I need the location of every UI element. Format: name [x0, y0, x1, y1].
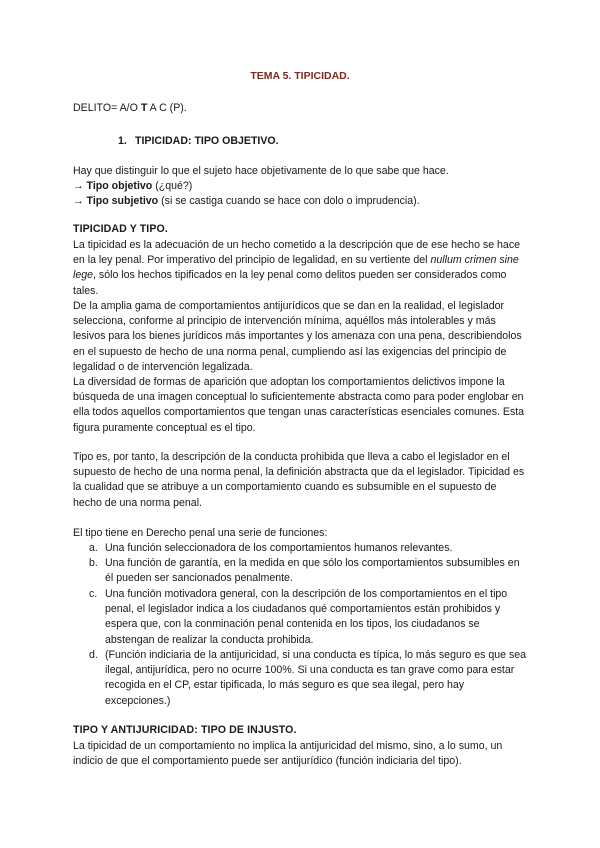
crime-formula	[73, 101, 528, 116]
list-item	[89, 648, 529, 709]
tipicidad-paragraph-4: Tipo es, por tanto, la descripción de la conducta prohibida que lleva a cabo el legislador en el supuesto de hecho de una norma penal, la definición abstracta que da el legislador. Tipicidad es la cualidad que se atribuye a un comportamiento cuando es subsumible en el supuesto de hecho de una norma penal.	[73, 451, 525, 509]
latin-phrase: nullum crimen sine lege	[73, 254, 519, 282]
list-marker: a.	[89, 542, 98, 554]
list-item-text: (Función indiciaria de la antijuricidad, si una conducta es típica, lo más seguro es que sea ilegal, antijurídica, pero no ocurre 100%. Si una conducta es tan grave como para estar recogida en el CP, estar tipificada, lo más seguro es que sea ilegal, pero hay excepciones.)	[105, 649, 527, 707]
formula-t: T	[140, 102, 148, 114]
paragraph-text: , sólo los hechos tipificados en la ley penal como delitos pueden ser considerados como tales.	[73, 269, 507, 297]
tipo-objetivo-label: Tipo objetivo	[86, 180, 153, 193]
section-1-number: 1.	[118, 135, 127, 147]
intro-paragraph	[73, 164, 528, 210]
tipo-subjetivo-label: Tipo subjetivo	[86, 195, 159, 208]
list-item-text: Una función de garantía, en la medida en que sólo los comportamientos subsumibles en él pueden ser sancionados penalmente.	[105, 557, 520, 585]
section-1-label: TIPICIDAD: TIPO OBJETIVO.	[135, 135, 279, 147]
functions-intro: El tipo tiene en Derecho penal una serie de funciones:	[73, 527, 328, 539]
intro-line: Hay que distinguir lo que el sujeto hace objetivamente de lo que sabe que hace.	[73, 165, 449, 177]
tipicidad-paragraph-2: De la amplia gama de comportamientos antijurídicos que se dan en la realidad, el legislador selecciona, conforme al principio de intervención mínima, aquéllos más intolerables y más lesivos para los bienes jurídicos más importantes y los amenaza con una pena, describiendolos en el supuesto de hecho de una norma penal, cumpliendo así las exigencias del principio de legalidad o de intervención legalizada.	[73, 300, 522, 373]
list-item-text: Una función motivadora general, con la descripción de los comportamientos en el tipo penal, el legislador indica a los ciudadanos qué comportamientos están prohibidos y espera que, con la conminación penal contenida en los tipos, los ciudadanos se abstengan de realizar la conducta prohibida.	[105, 588, 508, 646]
section-1-heading	[118, 135, 279, 147]
list-item	[89, 556, 529, 586]
tipo-objetivo-line	[73, 179, 528, 194]
list-marker: d.	[89, 649, 98, 661]
formula-suffix: A C (P).	[147, 102, 187, 114]
tipicidad-paragraph-1	[73, 238, 528, 299]
formula-prefix: DELITO= A/O	[73, 102, 141, 114]
tipo-objetivo-note: (¿qué?)	[152, 180, 193, 193]
tipo-subjetivo-note: (si se castiga cuando se hace con dolo o imprudencia).	[158, 195, 420, 208]
page-title: TEMA 5. TIPICIDAD.	[250, 70, 350, 82]
list-item	[89, 541, 529, 556]
list-marker: c.	[89, 588, 98, 600]
tipicidad-paragraph-3: La diversidad de formas de aparición que adoptan los comportamientos delictivos impone la búsqueda de una imagen conceptual lo suficientemente abstracta como para poder englobar en ella todos aquellos comportamientos que tengan unas características esenciales comunes. Esta figura puramente conceptual es el tipo.	[73, 376, 525, 434]
list-item-text: Una función seleccionadora de los comportamientos humanos relevantes.	[105, 542, 453, 554]
arrow-icon: →	[73, 180, 84, 193]
antijuricidad-paragraph: La tipicidad de un comportamiento no implica la antijuricidad del mismo, sino, a lo sumo, un indicio de que el comportamiento puede ser antijurídico (función indiciaria del tipo).	[73, 740, 503, 768]
tipicidad-tipo-heading: TIPICIDAD Y TIPO.	[73, 223, 168, 235]
antijuricidad-heading: TIPO Y ANTIJURICIDAD: TIPO DE INJUSTO.	[73, 724, 297, 736]
paragraph-text: La tipicidad es la adecuación de un hecho cometido a la descripción que de ese hecho se hace en la ley penal. Por imperativo del principio de legalidad, en su vertiente del	[73, 239, 521, 267]
list-marker: b.	[89, 557, 98, 569]
tipo-subjetivo-line	[73, 194, 528, 209]
arrow-icon: →	[73, 195, 84, 208]
list-item	[89, 587, 529, 648]
